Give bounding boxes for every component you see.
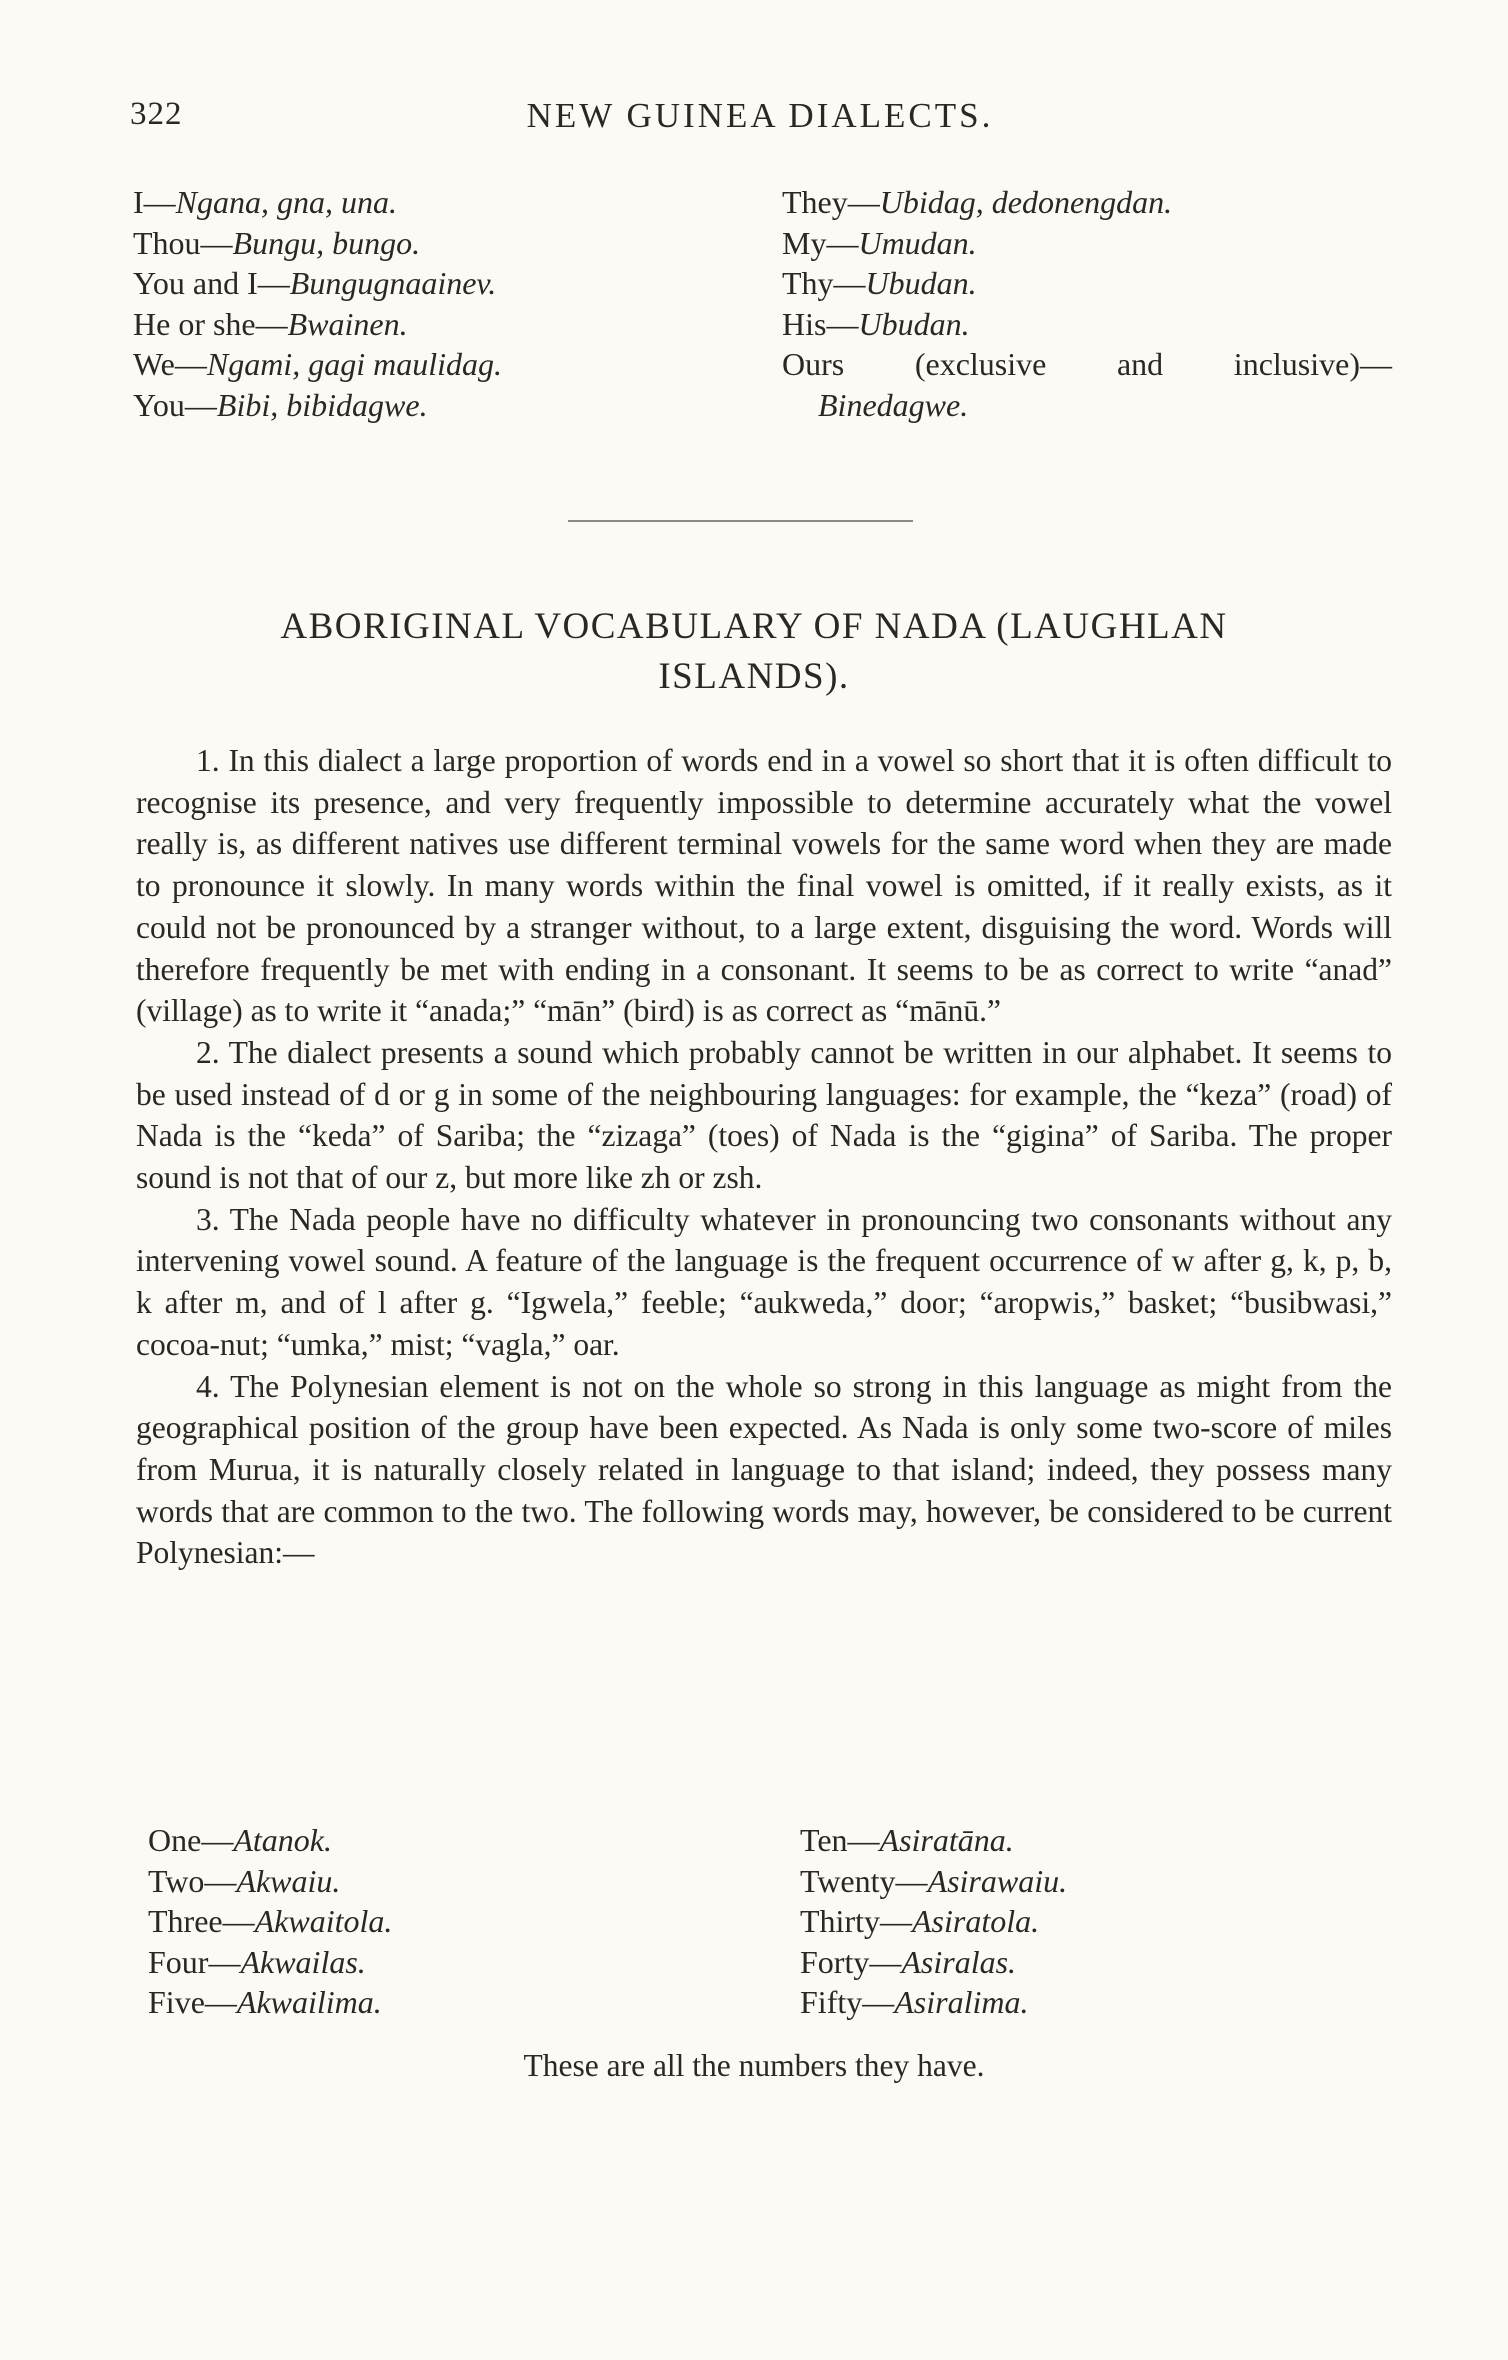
numeral-entry: One—Atanok.	[148, 1822, 332, 1858]
pronoun-entry: I—Ngana, gna, una.	[133, 184, 397, 220]
numeral-list-right	[800, 1820, 1400, 2023]
pronoun-entry-ours: Ours (exclusive and inclusive)—	[782, 346, 1392, 382]
numeral-entry: Two—Akwaiu.	[148, 1862, 341, 1899]
closing-note: These are all the numbers they have.	[523, 2048, 985, 2083]
paragraph: 4. The Polynesian element is not on the whole so strong in this language as might from the geographical position of the group have been expected. As Nada is only some two-score of miles from Murua, it is naturally closely related in language to that island; indeed, they possess many words that are common to the two. The following words may, however, be considered to be current Polynesian:—	[136, 1368, 1392, 1571]
numeral-entry: Forty—Asiralas.	[800, 1943, 1017, 1980]
numeral-list-left	[148, 1820, 748, 2023]
body-text	[136, 740, 1392, 1574]
numeral-entry: Fifty—Asiralima.	[800, 1984, 1029, 2020]
pronoun-entry: We—Ngami, gagi maulidag.	[133, 346, 502, 382]
numeral-entry: Twenty—Asirawaiu.	[800, 1862, 1068, 1899]
pronoun-entry-ours-forms: Binedagwe.	[818, 386, 969, 423]
numeral-entry: Five—Akwailima.	[148, 1984, 382, 2020]
pronoun-entry: My—Umudan.	[782, 224, 977, 261]
numeral-entry: Four—Akwailas.	[148, 1943, 366, 1980]
pronoun-entry: His—Ubudan.	[782, 305, 970, 342]
pronoun-entry: You—Bibi, bibidagwe.	[133, 386, 428, 423]
paragraph: 2. The dialect presents a sound which probably cannot be written in our alphabet. It seems to be used instead of d or g in some of the neighbouring languages: for example, the “keza” (road) of Nada is the “keda” of Sariba; the “zizaga” (toes) of Nada is the “gigina” of Sariba. The proper sound is not that of our z, but more like zh or zsh.	[136, 1034, 1392, 1196]
pronoun-list-right	[782, 182, 1392, 425]
numeral-entry: Thirty—Asiratola.	[800, 1903, 1040, 1939]
page-number: 322	[130, 96, 183, 132]
numeral-entry: Ten—Asiratāna.	[800, 1822, 1014, 1858]
section-divider	[568, 520, 913, 522]
pronoun-entry: They—Ubidag, dedonengdan.	[782, 184, 1173, 220]
pronoun-entry: Thy—Ubudan.	[782, 265, 977, 301]
pronoun-entry: Thou—Bungu, bungo.	[133, 224, 421, 261]
paragraph: 3. The Nada people have no difficulty whatever in pronouncing two consonants without any intervening vowel sound. A feature of the language is the frequent occurrence of w after g, k, p, b, k after m, and of l after g. “Igwela,” feeble; “aukweda,” door; “aropwis,” basket; “busibwasi,” cocoa-nut; “umka,” mist; “vagla,” oar.	[136, 1201, 1392, 1362]
section-title: ABORIGINAL VOCABULARY OF NADA (LAUGHLAN ISLANDS).	[280, 606, 1228, 697]
paragraph: 1. In this dialect a large proportion of words end in a vowel so short that it is often difficult to recognise its presence, and very frequently impossible to determine accurately what the vowel really is, as different natives use different terminal vowels for the same word when they are made to pronounce it slowly. In many words within the final vowel is omitted, if it really exists, as it could not be pronounced by a stranger without, to a large extent, disguising the word. Words will therefore frequently be met with ending in a consonant. It seems to be as correct to write “anad” (village) as to write it “anada;” “mān” (bird) is as correct as “mānū.”	[136, 743, 1392, 1029]
pronoun-entry: He or she—Bwainen.	[133, 305, 408, 342]
running-head: NEW GUINEA DIALECTS.	[526, 96, 994, 135]
pronoun-list-left	[133, 182, 733, 425]
page-header	[130, 96, 1390, 144]
pronoun-entry: You and I—Bungugnaainev.	[133, 265, 497, 301]
numeral-entry: Three—Akwaitola.	[148, 1903, 393, 1939]
